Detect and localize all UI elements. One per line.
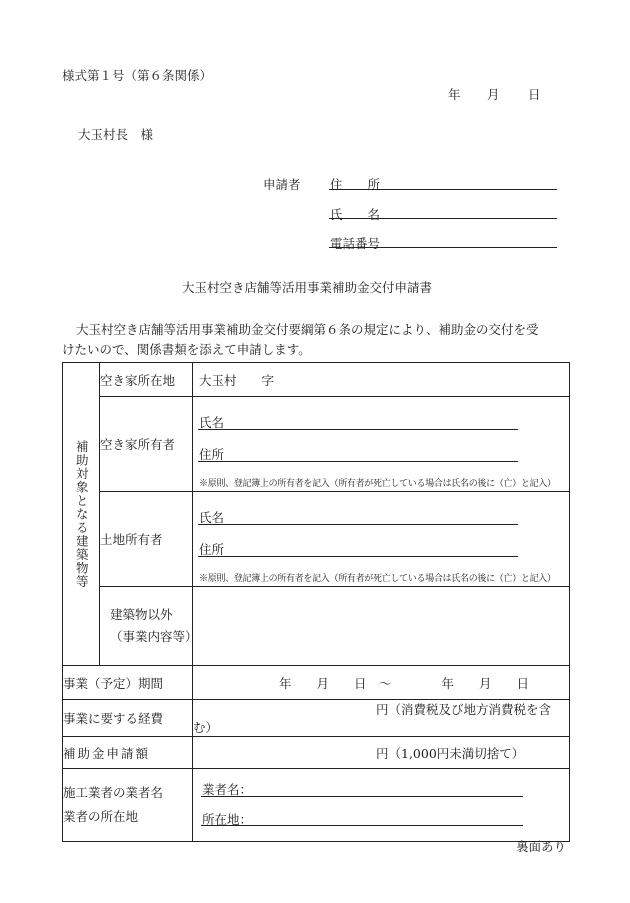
cost-field[interactable] xyxy=(193,700,570,737)
period-label: 事業（予定）期間 xyxy=(63,666,193,700)
applicant-name-label: 氏 名 xyxy=(330,207,381,222)
applicant-address-line[interactable] xyxy=(329,189,557,190)
owner-name-line[interactable] xyxy=(198,429,518,430)
land-owner-label: 土地所有者 xyxy=(100,492,193,587)
contractor-address-line[interactable] xyxy=(201,825,523,826)
owner-note: ※原則、登記簿上の所有者を記入（所有者が死亡している場合は氏名の後に（亡）と記入） xyxy=(199,479,556,489)
cost-value: 円（消費税及び地方消費税を含む） xyxy=(193,702,552,735)
contractor-label-cell xyxy=(63,769,193,842)
contractor-field[interactable] xyxy=(193,769,570,842)
owner-name-label: 氏名 xyxy=(199,415,225,430)
applicant-name-line[interactable] xyxy=(329,218,557,219)
land-owner-field[interactable] xyxy=(193,492,570,587)
vacant-location-field[interactable] xyxy=(193,363,570,397)
applicant-address-label: 住 所 xyxy=(330,177,381,192)
applicant-label: 申請者 xyxy=(263,177,301,192)
land-name-label: 氏名 xyxy=(199,510,225,525)
addressee: 大玉村長 様 xyxy=(78,127,154,142)
form-number: 様式第１号（第６条関係） xyxy=(62,68,213,83)
intro-line-1: 大玉村空き店舗等活用事業補助金交付要綱第６条の規定により、補助金の交付を受 xyxy=(76,322,539,337)
contractor-name-line[interactable] xyxy=(201,796,523,797)
date-month: 月 xyxy=(487,87,500,102)
applicant-phone-label: 電話番号 xyxy=(330,236,381,251)
group-label: 補助対象となる建築物等 xyxy=(74,439,90,589)
land-address-label: 住所 xyxy=(199,542,225,557)
cost-label: 事業に要する経費 xyxy=(63,700,193,737)
date-year: 年 xyxy=(448,87,461,102)
vacant-location-value: 大玉村 字 xyxy=(199,372,275,388)
land-name-line[interactable] xyxy=(198,524,518,525)
subsidy-value: 円（1,000円未満切捨て） xyxy=(376,745,525,761)
other-label-cell xyxy=(100,587,198,666)
contractor-label-2: 業者の所在地 xyxy=(63,809,139,824)
land-note: ※原則、登記簿上の所有者を記入（所有者が死亡している場合は氏名の後に（亡）と記入） xyxy=(199,574,556,584)
footer-note: 裏面あり xyxy=(516,839,567,854)
owner-address-line[interactable] xyxy=(198,461,518,462)
land-address-line[interactable] xyxy=(198,556,518,557)
applicant-phone-line[interactable] xyxy=(329,247,557,248)
vacant-location-label: 空き家所在地 xyxy=(100,363,193,397)
owner-address-label: 住所 xyxy=(199,447,225,462)
group-label-cell xyxy=(63,363,100,666)
vacant-owner-field[interactable] xyxy=(193,397,570,492)
period-value: 年 月 日 ～ 年 月 日 xyxy=(279,675,530,691)
intro-line-2: けたいので、関係書類を添えて申請します。 xyxy=(62,342,311,357)
other-label-2: （事業内容等） xyxy=(110,629,198,644)
application-table xyxy=(62,362,570,842)
contractor-address-label: 所在地： xyxy=(202,812,253,827)
period-field[interactable] xyxy=(193,666,570,700)
contractor-name-label: 業者名： xyxy=(202,782,253,797)
subsidy-label: 補助金申請額 xyxy=(63,737,193,769)
date-day: 日 xyxy=(528,87,541,102)
other-label-1: 建築物以外 xyxy=(110,607,173,622)
document-title: 大玉村空き店舗等活用事業補助金交付申請書 xyxy=(182,280,433,295)
other-field[interactable] xyxy=(193,587,570,666)
vacant-owner-label: 空き家所有者 xyxy=(100,397,193,492)
subsidy-field[interactable] xyxy=(193,737,570,769)
contractor-label-1: 施工業者の業者名 xyxy=(63,785,164,800)
